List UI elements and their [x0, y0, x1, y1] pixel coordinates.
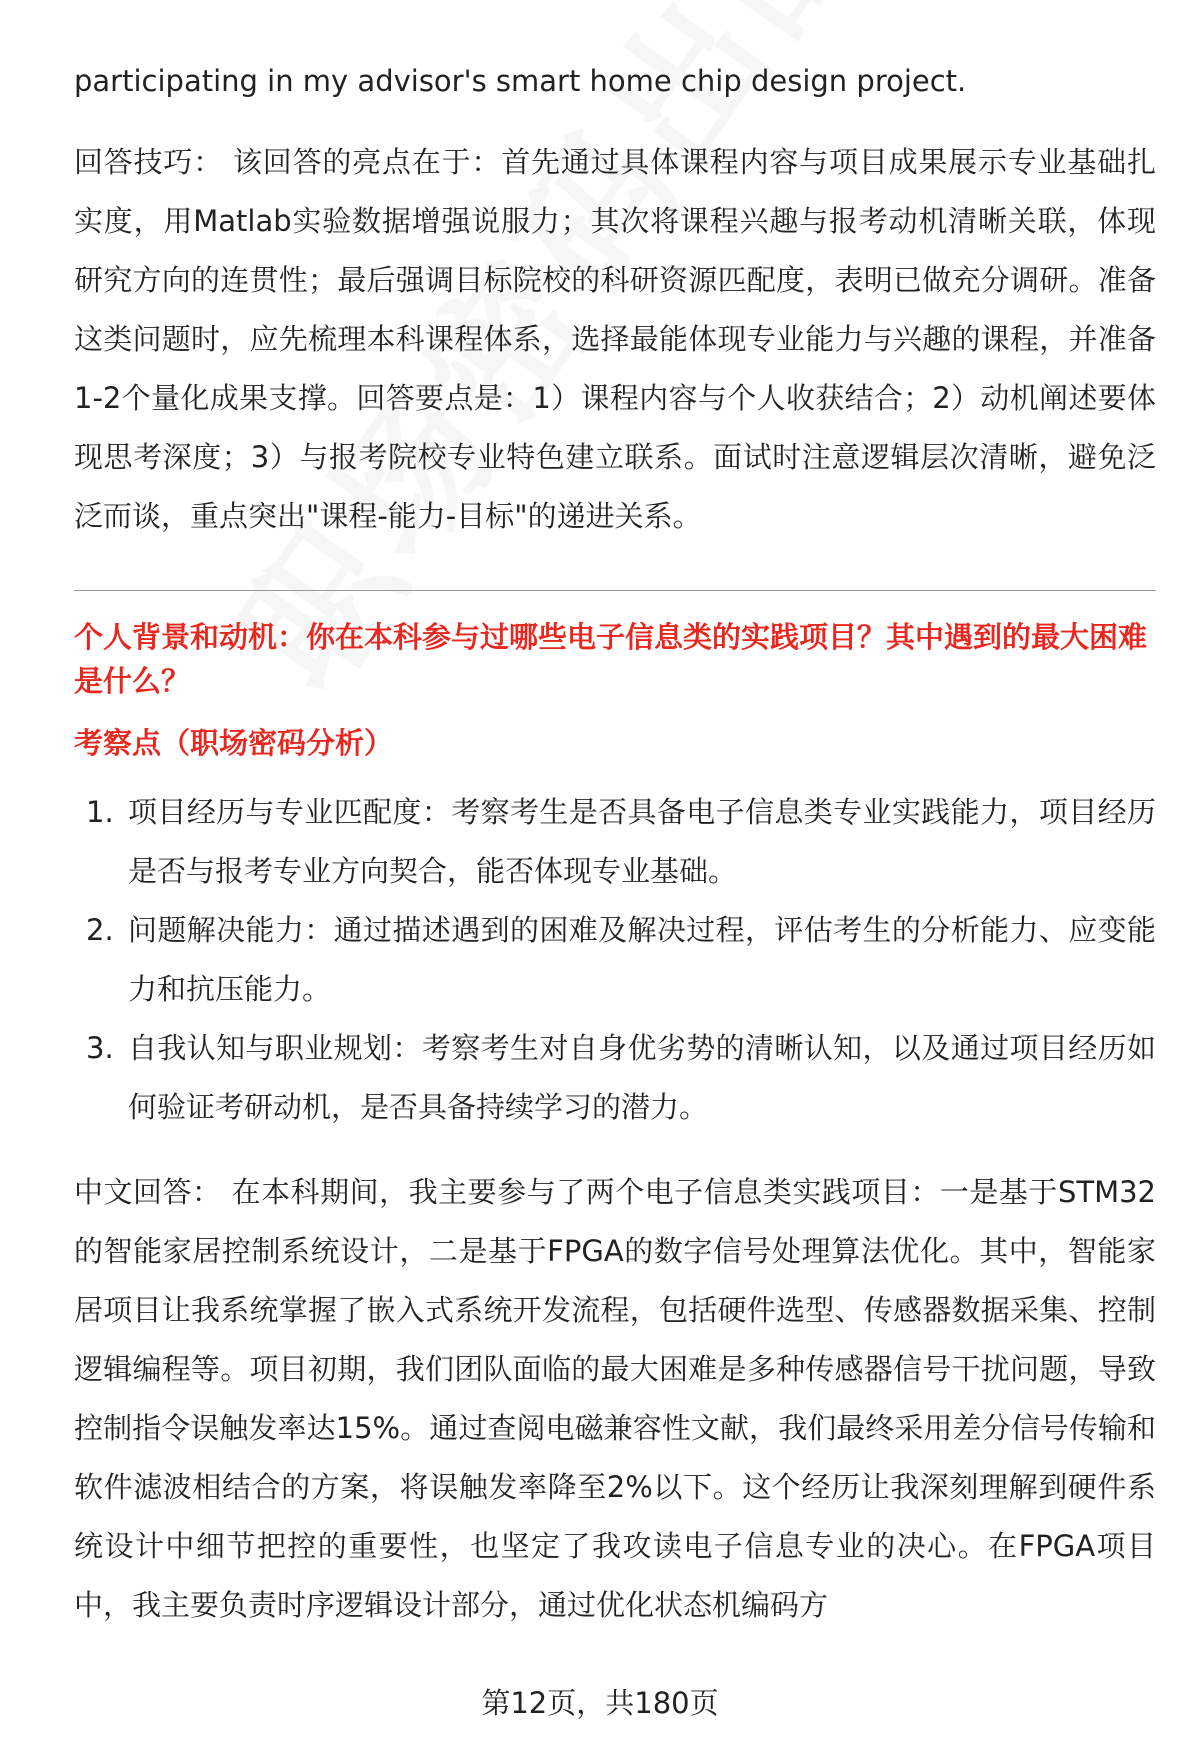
intro-line: participating in my advisor's smart home chip design project.: [74, 64, 967, 98]
page-number: 第12页，共180页: [481, 1686, 719, 1720]
section-divider: [74, 590, 1156, 591]
focus-heading: 考察点（职场密码分析）: [74, 726, 394, 760]
chinese-answer-text: 在本科期间，我主要参与了两个电子信息类实践项目：一是基于STM32的智能家居控制系统设计，二是基于FPGA的数字信号处理算法优化。其中，智能家居项目让我系统掌握了嵌入式系统开发流程，包括硬件选型、传感器数据采集、控制逻辑编程等。项目初期，我们团队面临的最大困难是多种传感器信号干扰问题，导致控制指令误触发率达15%。通过查阅电磁兼容性文献，我们最终采用差分信号传输和软件滤波相结合的方案，将误触发率降至2%以下。这个经历让我深刻理解到硬件系统设计中细节把控的重要性，也坚定了我攻读电子信息专业的决心。在FPGA项目中，我主要负责时序逻辑设计部分，通过优化状态机编码方: [74, 1175, 1156, 1622]
list-item: [74, 901, 1156, 1019]
list-item: [74, 1019, 1156, 1137]
focus-list: [74, 783, 1156, 1137]
list-item: [74, 783, 1156, 901]
answer-tips: [74, 133, 1156, 546]
list-item-number: 2.: [86, 913, 114, 947]
chinese-answer: [74, 1163, 1156, 1635]
list-item-number: 1.: [86, 795, 114, 829]
answer-tips-text: 该回答的亮点在于：首先通过具体课程内容与项目成果展示专业基础扎实度，用Matlab实验数据增强说服力；其次将课程兴趣与报考动机清晰关联，体现研究方向的连贯性；最后强调目标院校的科研资源匹配度，表明已做充分调研。准备这类问题时，应先梳理本科课程体系，选择最能体现专业能力与兴趣的课程，并准备1-2个量化成果支撑。回答要点是：1）课程内容与个人收获结合；2）动机阐述要体现思考深度；3）与报考院校专业特色建立联系。面试时注意逻辑层次清晰，避免泛泛而谈，重点突出"课程-能力-目标"的递进关系。: [74, 145, 1156, 533]
chinese-answer-label: 中文回答：: [74, 1175, 222, 1209]
page-content: [74, 52, 1156, 1635]
question-title: 个人背景和动机：你在本科参与过哪些电子信息类的实践项目？其中遇到的最大困难是什么？: [74, 620, 1148, 698]
list-item-text: 项目经历与专业匹配度：考察考生是否具备电子信息类专业实践能力，项目经历是否与报考专业方向契合，能否体现专业基础。: [128, 795, 1156, 888]
list-item-text: 自我认知与职业规划：考察考生对自身优劣势的清晰认知，以及通过项目经历如何验证考研动机，是否具备持续学习的潜力。: [128, 1031, 1156, 1124]
list-item-number: 3.: [86, 1031, 114, 1065]
list-item-text: 问题解决能力：通过描述遇到的困难及解决过程，评估考生的分析能力、应变能力和抗压能力。: [128, 913, 1156, 1006]
answer-tips-label: 回答技巧：: [74, 145, 223, 179]
